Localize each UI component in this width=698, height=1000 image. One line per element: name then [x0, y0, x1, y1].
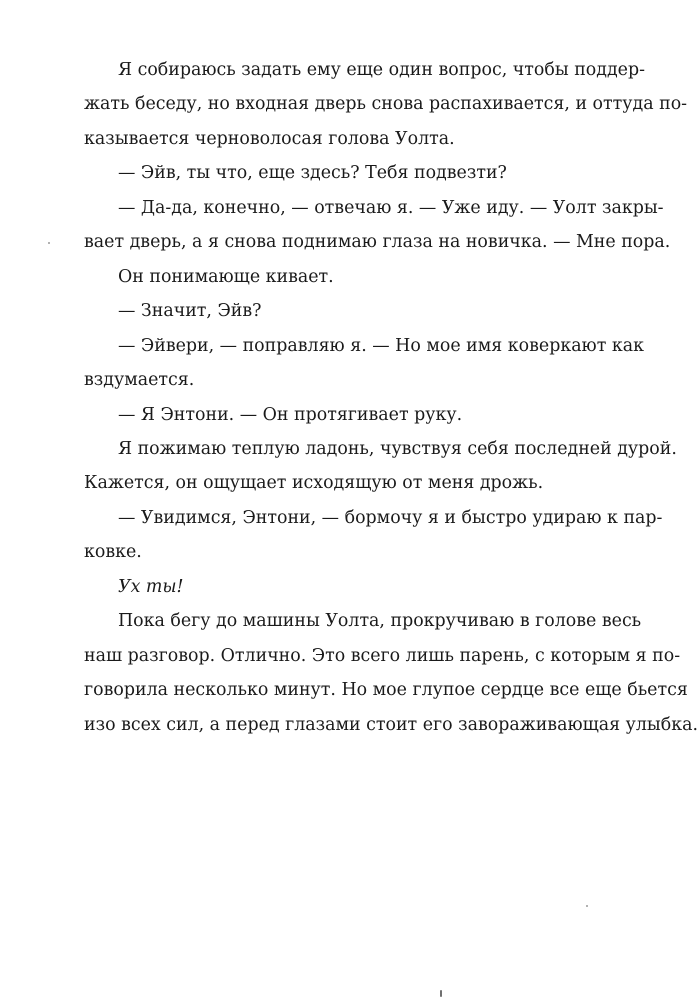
text-line: Я собираюсь задать ему еще один вопрос, чтобы поддер-: [118, 60, 645, 80]
scan-speck: [48, 242, 50, 244]
text-line: — Да-да, конечно, — отвечаю я. — Уже иду. — Уолт закры-: [118, 197, 664, 218]
text-line: Пока бегу до машины Уолта, прокручиваю в голове весь: [118, 611, 642, 632]
text-line: вает дверь, а я снова поднимаю глаза на новичка. — Мне пора.: [84, 232, 671, 253]
text-line: говорила несколько минут. Но мое глупое сердце все еще бьется: [84, 680, 688, 701]
text-line: Он понимающе кивает.: [118, 266, 334, 287]
scan-speck: [586, 905, 588, 907]
paragraph: [84, 53, 688, 156]
text-line: Ух ты!: [118, 576, 184, 597]
text-line: Кажется, он ощущает исходящую от меня дрожь.: [84, 473, 544, 494]
text-line: изо всех сил, а перед глазами стоит его завораживающая улыбка.: [84, 714, 698, 735]
paragraph: [84, 329, 644, 398]
paragraph: [84, 432, 677, 501]
text-line: — Увидимся, Энтони, — бормочу я и быстро удираю к пар-: [118, 507, 663, 528]
text-line: — Эйв, ты что, еще здесь? Тебя подвезти?: [118, 163, 507, 184]
text-line: ковке.: [84, 542, 142, 563]
paragraph: [84, 294, 586, 328]
paragraph: [84, 604, 698, 742]
paragraph: [84, 570, 586, 604]
paragraph: [84, 398, 586, 432]
text-line: наш разговор. Отлично. Это всего лишь парень, с которым я по-: [84, 645, 681, 666]
text-line: казывается черноволосая голова Уолта.: [84, 128, 455, 149]
text-line: Я пожимаю теплую ладонь, чувствуя себя последней дурой.: [118, 438, 677, 459]
paragraph: [84, 156, 586, 190]
paragraph: [84, 191, 671, 260]
text-line: — Значит, Эйв?: [118, 301, 262, 322]
paragraph: [84, 260, 586, 294]
scan-speck: [440, 990, 442, 997]
paragraph: [84, 501, 663, 570]
text-line: жать беседу, но входная дверь снова распахивается, и оттуда по-: [84, 94, 688, 115]
text-line: — Эйвери, — поправляю я. — Но мое имя коверкают как: [118, 335, 644, 356]
text-line: — Я Энтони. — Он протягивает руку.: [118, 404, 463, 425]
body-text: [84, 53, 698, 742]
text-line: вздумается.: [84, 370, 195, 391]
